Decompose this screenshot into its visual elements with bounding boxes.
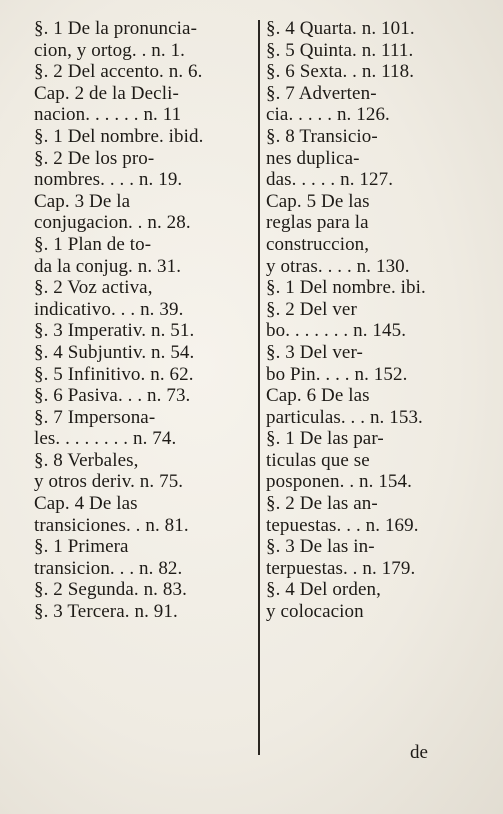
toc-line: y otros deriv. n. 75. — [34, 471, 184, 493]
toc-line: bo Pin. . . . n. 152. — [266, 363, 408, 385]
toc-line: Cap. 3 De la — [34, 190, 131, 212]
toc-line: conjugacion. . n. 28. — [34, 212, 191, 234]
toc-line: §. 1 De la pronuncia- — [34, 18, 198, 39]
catchword: de — [410, 742, 428, 763]
toc-line: §. 3 De las in- — [266, 536, 375, 558]
toc-line: das. . . . . n. 127. — [266, 169, 394, 191]
toc-line: §. 1 Del nombre. ibid. — [34, 125, 204, 147]
toc-line: §. 8 Verbales, — [34, 449, 139, 471]
toc-line: §. 3 Del ver- — [266, 341, 363, 363]
left-column — [34, 18, 256, 623]
toc-line: posponen. . n. 154. — [266, 471, 412, 493]
toc-line: indicativo. . . n. 39. — [34, 298, 184, 320]
toc-line: §. 2 Segunda. n. 83. — [34, 579, 187, 601]
toc-line: §. 3 Tercera. n. 91. — [34, 601, 178, 623]
toc-line: §. 1 Plan de to- — [34, 233, 152, 255]
toc-line: particulas. . . n. 153. — [266, 406, 423, 428]
toc-line: Cap. 4 De las — [34, 493, 138, 515]
toc-line: §. 4 Subjuntiv. n. 54. — [34, 341, 195, 363]
toc-line: §. 2 Voz activa, — [34, 277, 153, 299]
toc-line: nacion. . . . . . n. 11 — [34, 104, 182, 126]
toc-line: §. 8 Transicio- — [266, 125, 378, 147]
toc-line: §. 2 Del ver — [266, 298, 357, 320]
toc-line: §. 6 Sexta. . n. 118. — [266, 61, 415, 83]
toc-line: §. 2 De los pro- — [34, 147, 155, 169]
toc-line: y colocacion — [266, 601, 364, 623]
toc-line: §. 6 Pasiva. . . n. 73. — [34, 385, 191, 407]
toc-line: §. 5 Quinta. n. 111. — [266, 39, 414, 61]
right-column — [266, 18, 471, 623]
toc-line: nombres. . . . n. 19. — [34, 169, 183, 191]
toc-line: transiciones. . n. 81. — [34, 514, 189, 536]
toc-line: reglas para la — [266, 212, 369, 234]
toc-line: Cap. 5 De las — [266, 190, 370, 212]
toc-line: §. 5 Infinitivo. n. 62. — [34, 363, 194, 385]
toc-line: cia. . . . . n. 126. — [266, 104, 390, 126]
column-divider — [258, 20, 260, 755]
toc-line: §. 7 Adverten- — [266, 82, 377, 104]
toc-line: §. 1 Del nombre. ibi. — [266, 277, 426, 299]
toc-line: §. 1 Primera — [34, 536, 129, 558]
toc-line: da la conjug. n. 31. — [34, 255, 182, 277]
toc-line: §. 7 Impersona- — [34, 406, 156, 428]
toc-line: §. 2 Del accento. n. 6. — [34, 61, 203, 83]
toc-line: §. 2 De las an- — [266, 493, 378, 515]
toc-line: §. 4 Del orden, — [266, 579, 381, 601]
toc-line: les. . . . . . . . n. 74. — [34, 428, 177, 450]
toc-line: §. 4 Quarta. n. 101. — [266, 18, 415, 39]
toc-line: cion, y ortog. . n. 1. — [34, 39, 186, 61]
toc-line: terpuestas. . n. 179. — [266, 557, 416, 579]
toc-line: construccion, — [266, 233, 370, 255]
toc-line: y otras. . . . n. 130. — [266, 255, 410, 277]
toc-line: nes duplica- — [266, 147, 360, 169]
toc-line: Cap. 6 De las — [266, 385, 370, 407]
toc-line: §. 3 Imperativ. n. 51. — [34, 320, 195, 342]
toc-line: bo. . . . . . . n. 145. — [266, 320, 407, 342]
toc-line: transicion. . . n. 82. — [34, 557, 183, 579]
toc-line: §. 1 De las par- — [266, 428, 384, 450]
toc-line: Cap. 2 de la Decli- — [34, 82, 179, 104]
toc-line: ticulas que se — [266, 449, 370, 471]
toc-line: tepuestas. . . n. 169. — [266, 514, 419, 536]
